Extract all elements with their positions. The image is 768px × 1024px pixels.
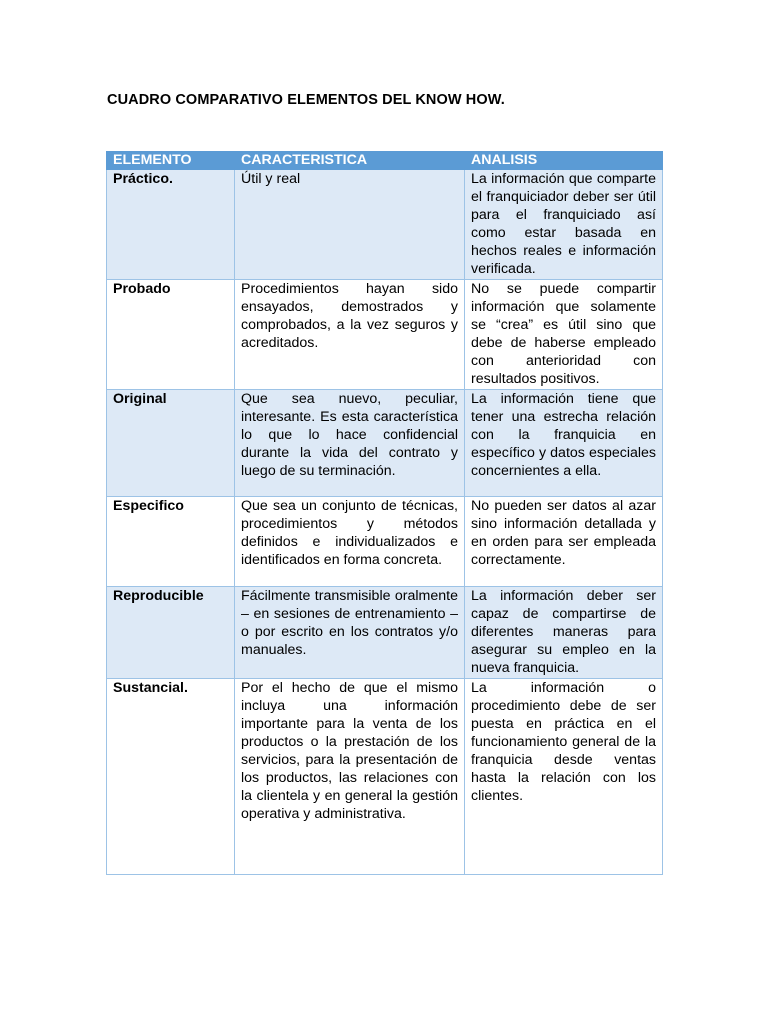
cell-elemento: Reproducible (107, 587, 235, 679)
table-header-row (107, 151, 663, 170)
cell-elemento: Probado (107, 280, 235, 390)
cell-elemento: Práctico. (107, 170, 235, 280)
header-elemento: ELEMENTO (107, 151, 235, 170)
cell-elemento: Especifico (107, 497, 235, 587)
cell-elemento: Original (107, 390, 235, 497)
cell-analisis: No se puede compartir información que solamente se “crea” es útil sino que debe de haberse empleado con anterioridad con resultados positivos. (465, 280, 663, 390)
table-row (107, 497, 663, 587)
header-analisis: ANALISIS (465, 151, 663, 170)
table-row (107, 170, 663, 280)
comparison-table (106, 151, 663, 875)
cell-elemento: Sustancial. (107, 679, 235, 875)
table-row (107, 390, 663, 497)
cell-analisis: La información tiene que tener una estrecha relación con la franquicia en específico y datos especiales concernientes a ella. (465, 390, 663, 497)
table-row (107, 587, 663, 679)
cell-caracteristica: Útil y real (235, 170, 465, 280)
cell-analisis: La información que comparte el franquiciador deber ser útil para el franquiciado así como estar basada en hechos reales e información verificada. (465, 170, 663, 280)
table-row (107, 280, 663, 390)
cell-analisis: La información o procedimiento debe de ser puesta en práctica en el funcionamiento general de la franquicia desde ventas hasta la relación con los clientes. (465, 679, 663, 875)
cell-analisis: La información deber ser capaz de compartirse de diferentes maneras para asegurar su empleo en la nueva franquicia. (465, 587, 663, 679)
cell-analisis: No pueden ser datos al azar sino información detallada y en orden para ser empleada correctamente. (465, 497, 663, 587)
cell-caracteristica: Procedimientos hayan sido ensayados, demostrados y comprobados, a la vez seguros y acreditados. (235, 280, 465, 390)
header-caracteristica: CARACTERISTICA (235, 151, 465, 170)
cell-caracteristica: Fácilmente transmisible oralmente – en sesiones de entrenamiento – o por escrito en los contratos y/o manuales. (235, 587, 465, 679)
cell-caracteristica: Que sea un conjunto de técnicas, procedimientos y métodos definidos e individualizados e identificados en forma concreta. (235, 497, 465, 587)
table-row (107, 679, 663, 875)
cell-caracteristica: Por el hecho de que el mismo incluya una información importante para la venta de los productos o la prestación de los servicios, para la presentación de los productos, las relaciones con la clientela y en general la gestión operativa y administrativa. (235, 679, 465, 875)
cell-caracteristica: Que sea nuevo, peculiar, interesante. Es esta característica lo que lo hace confidencial durante la vida del contrato y luego de su terminación. (235, 390, 465, 497)
document-title: CUADRO COMPARATIVO ELEMENTOS DEL KNOW HOW. (107, 92, 505, 108)
